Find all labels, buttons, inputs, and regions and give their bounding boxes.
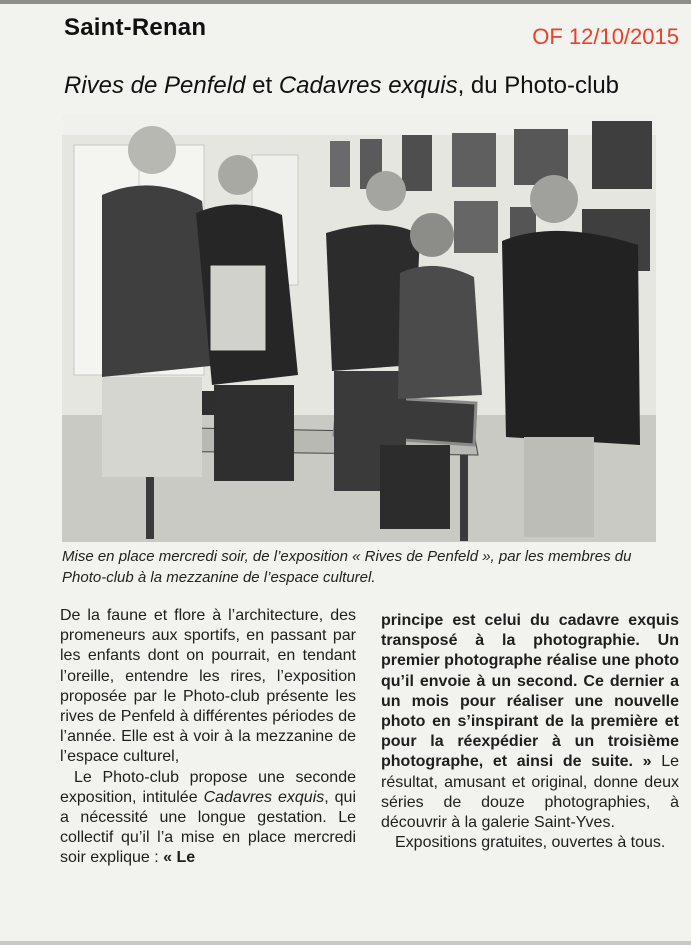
headline-suffix: , du Photo-club — [457, 72, 620, 99]
article-photo — [62, 115, 656, 542]
top-rule — [0, 0, 691, 4]
paragraph-4: Expositions gratuites, ouvertes à tous. — [395, 834, 666, 852]
bottom-rule — [0, 941, 691, 945]
paragraph-3-text: Le résultat, amusant et original, donne deux séries de douze photographies, à découvrir à la galerie Saint-Yves. — [381, 753, 679, 832]
article-headline — [64, 72, 619, 100]
paragraph-2-quote-start: « Le — [163, 849, 196, 867]
paragraph-3-quote: principe est celui du cadavre exquis transposé à la photographie. Un premier photographe réalise une photo qu’il envoie à un second. Ce dernier a un mois pour réaliser une nouvelle photo en s’inspirant de la première et pour la réexpédier à un troisième photographe, et ainsi de suite. » — [381, 612, 679, 771]
headline-connector: et — [245, 72, 279, 99]
paragraph-3 — [381, 611, 679, 833]
paragraph-2 — [60, 768, 356, 869]
photo-illustration — [62, 115, 656, 542]
article-column-left — [60, 606, 356, 869]
date-stamp: OF 12/10/2015 — [532, 24, 679, 49]
section-rubric: Saint-Renan — [64, 14, 207, 41]
paragraph-1: De la faune et flore à l’architecture, des promeneurs aux sportifs, en passant par les enfants dont on pourrait, en tendant l’oreille, entendre les rires, l’exposition proposée par le Photo-club présente les rives de Penfeld à différentes périodes de l’année. Elle est à voir à la mezzanine de l’espace culturel, — [60, 607, 356, 766]
headline-title-2: Cadavres exquis — [278, 72, 458, 99]
paragraph-2-text-a: Le Photo-club propose une seconde exposition, intitulée — [60, 768, 356, 806]
article-column-right — [381, 611, 679, 853]
headline-title-1: Rives de Penfeld — [64, 72, 246, 99]
photo-caption: Mise en place mercredi soir, de l’exposition « Rives de Penfeld », par les membres du Photo-club à la mezzanine de l’espace culturel. — [62, 548, 632, 586]
paragraph-2-text-c: , qui a nécessité une longue gestation. Le collectif qu’il l’a mise en place mercredi soir explique : — [60, 788, 357, 867]
paragraph-2-title: Cadavres exquis — [203, 788, 325, 806]
